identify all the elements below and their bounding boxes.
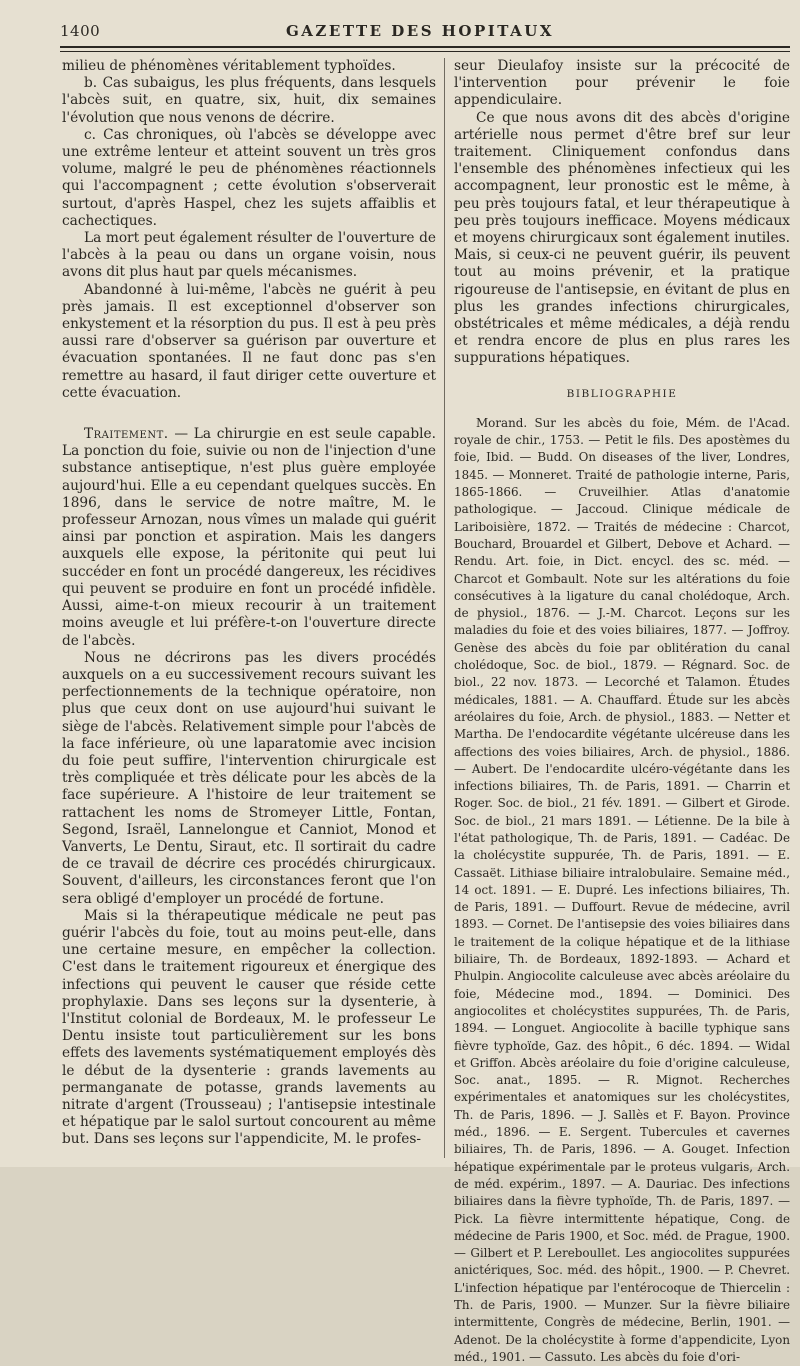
paragraph: c. Cas chroniques, où l'abcès se développe avec une extrême lenteur et atteint souvent un très gros volume, malgré le peu de phénomènes réactionnels qui l'accompagnent ; cette évolution s'observerait surtout, d'après Haspel, chez les sujets affaiblis et cachectiques. [62, 126, 436, 229]
paragraph: seur Dieulafoy insiste sur la précocité de l'intervention pour prévenir le foie appendiculaire. [454, 58, 790, 109]
paragraph: b. Cas subaigus, les plus fréquents, dans lesquels l'abcès suit, en quatre, six, huit, dix semaines l'évolution que nous venons de décrire. [62, 75, 436, 126]
paragraph: Ce que nous avons dit des abcès d'origine artérielle nous permet d'être bref sur leur traitement. Cliniquement confondus dans l'ensemble des phénomènes infectieux qui les accompagnent, leur pronostic est le même, à peu près toujours fatal, et leur thérapeutique à peu près toujours inefficace. Moyens médicaux et moyens chirurgicaux sont également inutiles. Mais, si ceux-ci ne peuvent guérir, ils peuvent tout au moins prévenir, et la pratique rigoureuse de l'antisepsie, en évitant de plus en plus les grandes infections chirurgicales, obstétricales et même médicales, a déjà rendu et rendra encore de plus en plus rares les suppurations hépatiques. [454, 109, 790, 367]
column-divider [444, 58, 445, 1158]
page-number: 1400 [60, 22, 101, 40]
bibliography-text: Morand. Sur les abcès du foie, Mém. de l'Acad. royale de chir., 1753. — Petit le fils. Des apostèmes du foie, Ibid. — Budd. On diseases of the liver, Londres, 1845. — Monneret. Traité de pathologie interne, Paris, 1865-1866. — Cruveilhier. Atlas d'anatomie pathologique. — Jaccoud. Clinique médicale de Lariboisière, 1872. — Traités de médecine : Charcot, Bouchard, Brouardel et Gilbert, Debove et Achard. — Rendu. Art. foie, in Dict. encycl. des sc. méd. — Charcot et Gombault. Note sur les altérations du foie consécutives à la ligature du canal cholédoque, Arch. de physiol., 1876. — J.-M. Charcot. Leçons sur les maladies du foie et des voies biliaires, 1877. — Joffroy. Genèse des abcès du foie par oblitération du canal cholédoque, Soc. de biol., 1879. — Régnard. Soc. de biol., 22 nov. 1873. — Lecorché et Talamon. Études médicales, 1881. — A. Chauffard. Étude sur les abcès aréolaires du foie, Arch. de physiol., 1883. — Netter et Martha. De l'endocardite végétante ulcéreuse dans les affections des voies biliaires, Arch. de physiol., 1886. — Aubert. De l'endocardite ulcéro-végétante dans les infections biliaires, Th. de Paris, 1891. — Charrin et Roger. Soc. de biol., 21 fév. 1891. — Gilbert et Girode. Soc. de biol., 21 mars 1891. — Létienne. De la bile à l'état pathologique, Th. de Paris, 1891. — Cadéac. De la cholécystite suppurée, Th. de Paris, 1891. — E. Cassaët. Lithiase biliaire intralobulaire. Semaine méd., 14 oct. 1891. — E. Dupré. Les infections biliaires, Th. de Paris, 1891. — Duffourt. Revue de médecine, avril 1893. — Cornet. De l'antisepsie des voies biliaires dans le traitement de la colique hépatique et de la lithiase biliaire, Th. de Bordeaux, 1892-1893. — Achard et Phulpin. Angiocolite calculeuse avec abcès aréolaire du foie, Médecine mod., 1894. — Dominici. Des angiocolites et cholécystites suppurées, Th. de Paris, 1894. — Longuet. Angiocolite à bacille typhique sans fièvre typhoïde, Gaz. des hôpit., 6 déc. 1894. — Widal et Griffon. Abcès aréolaire du foie d'origine calculeuse, Soc. anat., 1895. — R. Mignot. Recherches expérimentales et anatomiques sur les cholécystites, Th. de Paris, 1896. — J. Sallès et F. Bayon. Province méd., 1896. — E. Sergent. Tubercules et cavernes biliaires, Th. de Paris, 1896. — A. Gouget. Infection hépatique expérimentale par le proteus vulgaris, Arch. de méd. expérim., 1897. — A. Dauriac. Des infections biliaires dans la fièvre typhoïde, Th. de Paris, 1897. — Pick. La fièvre intermittente hépatique, Cong. de médecine de Paris 1900, et Soc. méd. de Prague, 1900. — Gilbert et P. Lereboullet. Les angiocolites suppurées anictériques, Soc. méd. des hôpit., 1900. — P. Chevret. L'infection hépatique par l'entérocoque de Thiercelin : Th. de Paris, 1900. — Munzer. Sur la fièvre biliaire intermittente, Congrès de médecine, Berlin, 1901. — Adenot. De la cholécystite à forme d'appendicite, Lyon méd., 1901. — Cassuto. Les abcès du foie d'ori- [454, 415, 790, 1364]
paragraph: Mais si la thérapeutique médicale ne peut pas guérir l'abcès du foie, tout au moins peut-elle, dans une certaine mesure, en empêcher la collection. C'est dans le traitement rigoureux et énergique des infections qui peuvent le causer que réside cette prophylaxie. Dans ses leçons sur la dysenterie, à l'Institut colonial de Bordeaux, M. le professeur Le Dentu insiste tout particulièrement sur les bons effets des lavements systématiquement employés dès le début de la dysenterie : grands lavements au permanganate de potasse, grands lavements au nitrate d'argent (Trousseau) ; l'antisepsie intestinale et hépatique par le salol surtout concourent au même but. Dans ses leçons sur l'appendicite, M. le profes- [62, 907, 436, 1148]
journal-title: GAZETTE DES HOPITAUX [285, 22, 554, 40]
bibliography-heading: BIBLIOGRAPHIE [566, 387, 678, 400]
treatment-text: — La chirurgie en est seule capable. La ponction du foie, suivie ou non de l'injection d'une substance antiseptique, n'est plus guère employée aujourd'hui. Elle a eu cependant quelques succès. En 1896, dans le service de notre maître, M. le professeur Arnozan, nous vîmes un malade qui guérit ainsi par ponction et aspiration. Mais les dangers auxquels elle expose, la péritonite qui peut lui succéder en font un procédé dangereux, les récidives qui peuvent se produire en font un procédé infidèle. Aussi, aime-t-on mieux recourir à un traitement moins aveugle et lui préfère-t-on l'ouverture directe de l'abcès. [62, 426, 436, 649]
paragraph: milieu de phénomènes véritablement typhoïdes. [62, 58, 396, 74]
page-header [60, 22, 780, 44]
treatment-paragraph [62, 426, 436, 650]
paragraph: Nous ne décrirons pas les divers procédés auxquels on a eu successivement recours suivant les perfectionnements de la technique opératoire, non plus que ceux dont on use aujourd'hui suivant le siège de l'abcès. Relativement simple pour l'abcès de la face inférieure, où une laparatomie avec incision du foie peut suffire, l'intervention chirurgicale est très compliquée et très délicate pour les abcès de la face supérieure. A l'histoire de leur traitement se rattachent les noms de Stromeyer Little, Fontan, Segond, Israël, Lannelongue et Canniot, Monod et Vanverts, Le Dentu, Siraut, etc. Il sortirait du cadre de ce travail de décrire ces procédés chirurgicaux. Souvent, d'ailleurs, les circonstances feront que l'on sera obligé d'employer un procédé de fortune. [62, 649, 436, 907]
section-heading: Traitement. [84, 426, 169, 443]
header-rule-thin [60, 51, 790, 52]
header-rule-thick [60, 46, 790, 48]
paragraph: Abandonné à lui-même, l'abcès ne guérit à peu près jamais. Il est exceptionnel d'observer son enkystement et la résorption du pus. Il est à peu près aussi rare d'observer sa guérison par ouverture et évacuation spontanées. Il ne faut donc pas s'en remettre au hasard, il faut diriger cette ouverture et cette évacuation. [62, 281, 436, 401]
left-column [62, 58, 436, 1149]
paragraph: La mort peut également résulter de l'ouverture de l'abcès à la peau ou dans un organe voisin, nous avons dit plus haut par quels mécanismes. [62, 230, 436, 281]
right-column [454, 58, 790, 1366]
